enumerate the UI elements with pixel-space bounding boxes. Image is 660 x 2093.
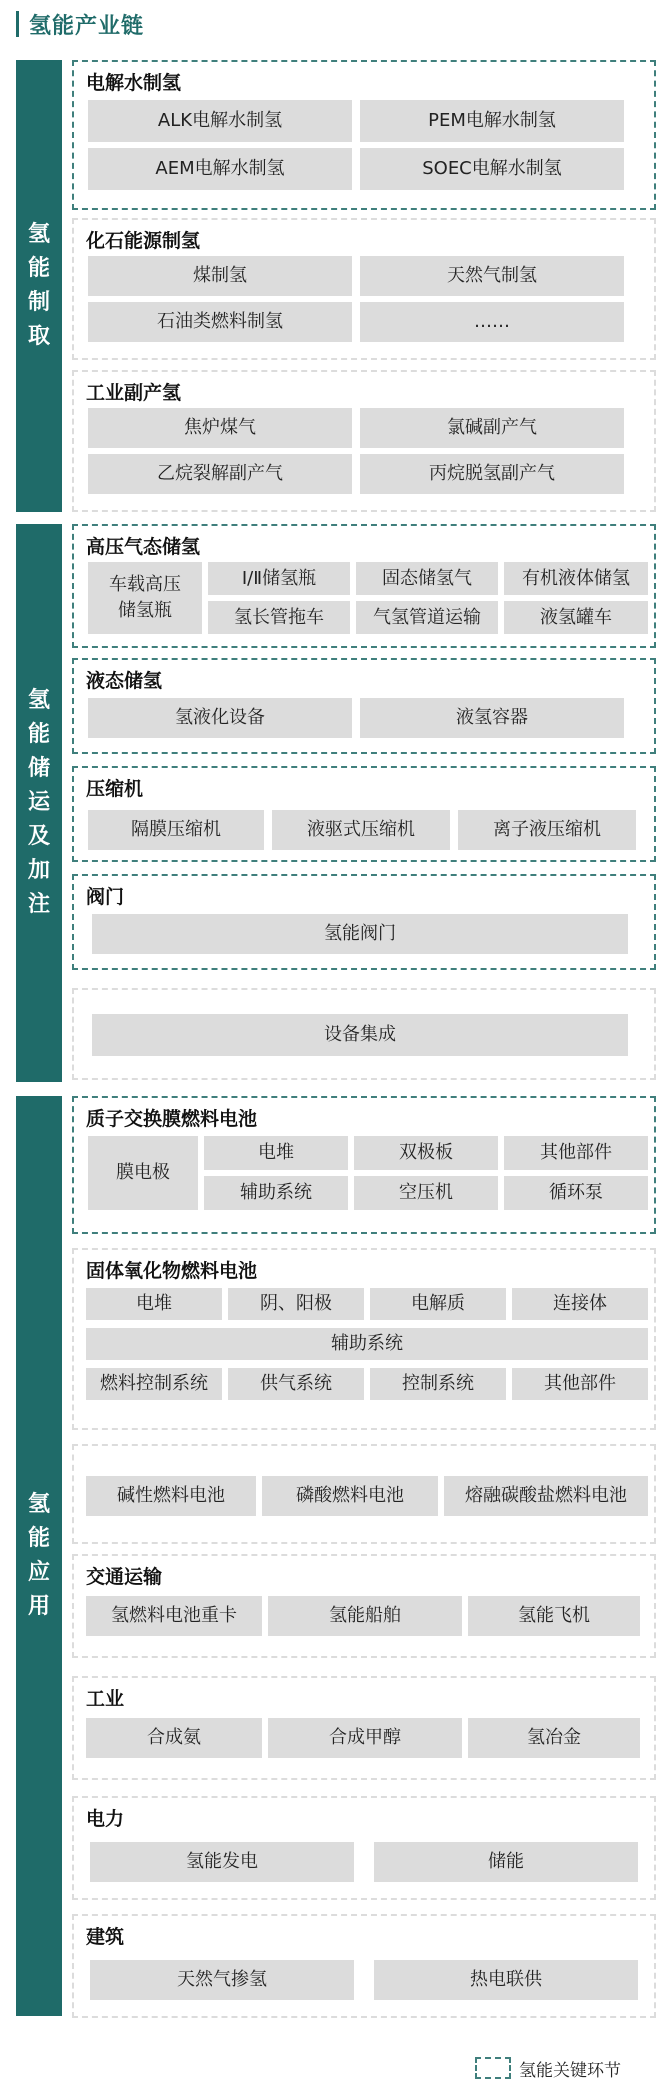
group-other-fuel-cells <box>72 1444 656 1544</box>
group-high-pressure <box>72 524 656 648</box>
cell-coal: 煤制氢 <box>88 256 352 296</box>
cell-natural-gas: 天然气制氢 <box>360 256 624 296</box>
cell-energy-storage: 储能 <box>374 1842 638 1882</box>
cell-solid-storage: 固态储氢气 <box>356 562 498 595</box>
cell-metallurgy: 氢冶金 <box>468 1718 640 1758</box>
cell-hydrogen-valve: 氢能阀门 <box>92 914 628 954</box>
cell-sofc-aux: 辅助系统 <box>86 1328 648 1360</box>
cell-control-system: 控制系统 <box>370 1368 506 1400</box>
cell-coke-oven-gas: 焦炉煤气 <box>88 408 352 448</box>
cell-lh2-tanker: 液氢罐车 <box>504 601 648 634</box>
group-electrolysis <box>72 60 656 210</box>
group-compressor <box>72 766 656 862</box>
group-title: 化石能源制氢 <box>86 230 201 252</box>
cell-power-generation: 氢能发电 <box>90 1842 354 1882</box>
cell-sofc-stack: 电堆 <box>86 1288 222 1320</box>
cell-soec: SOEC电解水制氢 <box>360 148 624 190</box>
group-title: 质子交换膜燃料电池 <box>86 1108 258 1130</box>
group-valve <box>72 874 656 970</box>
group-title: 液态储氢 <box>86 670 163 692</box>
group-title: 建筑 <box>86 1926 125 1948</box>
cell-other-parts: 其他部件 <box>504 1136 648 1170</box>
cell-diaphragm: 隔膜压缩机 <box>88 810 264 850</box>
cell-organic-liquid: 有机液体储氢 <box>504 562 648 595</box>
cell-petroleum: 石油类燃料制氢 <box>88 302 352 342</box>
section-label-production <box>16 60 62 512</box>
cell-air-compressor: 空压机 <box>354 1176 498 1210</box>
group-title: 电力 <box>86 1808 125 1830</box>
cell-chlor-alkali: 氯碱副产气 <box>360 408 624 448</box>
group-integration <box>72 988 656 1080</box>
section-label-storage <box>16 524 62 1082</box>
group-transport <box>72 1554 656 1658</box>
cell-hydrogen-ship: 氢能船舶 <box>268 1596 462 1636</box>
cell-methanol: 合成甲醇 <box>268 1718 462 1758</box>
group-power <box>72 1796 656 1900</box>
cell-stack: 电堆 <box>204 1136 348 1170</box>
cell-chp: 热电联供 <box>374 1960 638 2000</box>
group-title: 电解水制氢 <box>86 72 182 94</box>
cell-aux-system: 辅助系统 <box>204 1176 348 1210</box>
cell-pem: PEM电解水制氢 <box>360 100 624 142</box>
cell-fuel-control: 燃料控制系统 <box>86 1368 222 1400</box>
cell-pipeline: 气氢管道运输 <box>356 601 498 634</box>
cell-blending: 天然气掺氢 <box>90 1960 354 2000</box>
section-label-storage-text: 氢能储运及加注 <box>27 688 50 917</box>
cell-tube-trailer: 氢长管拖车 <box>208 601 350 634</box>
cell-electrodes: 阴、阳极 <box>228 1288 364 1320</box>
page-title <box>16 10 144 38</box>
cell-phosphoric-fc: 磷酸燃料电池 <box>262 1476 438 1516</box>
cell-type12-tank: Ⅰ/Ⅱ储氢瓶 <box>208 562 350 595</box>
group-title: 压缩机 <box>86 778 144 800</box>
cell-alk: ALK电解水制氢 <box>88 100 352 142</box>
legend <box>475 2055 621 2081</box>
group-byproduct <box>72 370 656 512</box>
legend-swatch <box>475 2057 511 2079</box>
section-label-production-text: 氢能制取 <box>27 222 50 349</box>
group-title: 交通运输 <box>86 1566 163 1588</box>
group-fossil <box>72 218 656 360</box>
cell-ionic-liquid: 离子液压缩机 <box>458 810 636 850</box>
group-pemfc <box>72 1096 656 1234</box>
cell-hydraulic: 液驱式压缩机 <box>272 810 450 850</box>
group-title: 阀门 <box>86 886 125 908</box>
cell-bipolar-plate: 双极板 <box>354 1136 498 1170</box>
group-building <box>72 1914 656 2018</box>
group-industry <box>72 1676 656 1780</box>
cell-sofc-other: 其他部件 <box>512 1368 648 1400</box>
cell-circulation-pump: 循环泵 <box>504 1176 648 1210</box>
cell-ammonia: 合成氨 <box>86 1718 262 1758</box>
cell-vehicle-tank: 车载高压储氢瓶 <box>88 562 202 634</box>
cell-electrolyte: 电解质 <box>370 1288 506 1320</box>
group-title: 高压气态储氢 <box>86 536 201 558</box>
cell-propane-dehydro: 丙烷脱氢副产气 <box>360 454 624 494</box>
cell-interconnect: 连接体 <box>512 1288 648 1320</box>
group-title: 工业副产氢 <box>86 382 182 404</box>
section-label-application-text: 氢能应用 <box>27 1492 50 1619</box>
cell-gas-supply: 供气系统 <box>228 1368 364 1400</box>
section-label-application <box>16 1096 62 2016</box>
group-sofc <box>72 1248 656 1430</box>
group-title: 固体氧化物燃料电池 <box>86 1260 258 1282</box>
cell-lh2-container: 液氢容器 <box>360 698 624 738</box>
cell-mea: 膜电极 <box>88 1136 198 1210</box>
cell-alkaline-fc: 碱性燃料电池 <box>86 1476 256 1516</box>
cell-molten-carbonate-fc: 熔融碳酸盐燃料电池 <box>444 1476 648 1516</box>
legend-text: 氢能关键环节 <box>519 2060 621 2081</box>
title-text: 氢能产业链 <box>29 13 145 39</box>
cell-aem: AEM电解水制氢 <box>88 148 352 190</box>
cell-liquefaction: 氢液化设备 <box>88 698 352 738</box>
cell-fc-truck: 氢燃料电池重卡 <box>86 1596 262 1636</box>
cell-hydrogen-aircraft: 氢能飞机 <box>468 1596 640 1636</box>
title-accent-bar <box>16 11 19 37</box>
group-liquid <box>72 658 656 754</box>
cell-equipment-integration: 设备集成 <box>92 1014 628 1056</box>
cell-ellipsis: …… <box>360 302 624 342</box>
group-title: 工业 <box>86 1688 125 1710</box>
cell-ethane-cracking: 乙烷裂解副产气 <box>88 454 352 494</box>
